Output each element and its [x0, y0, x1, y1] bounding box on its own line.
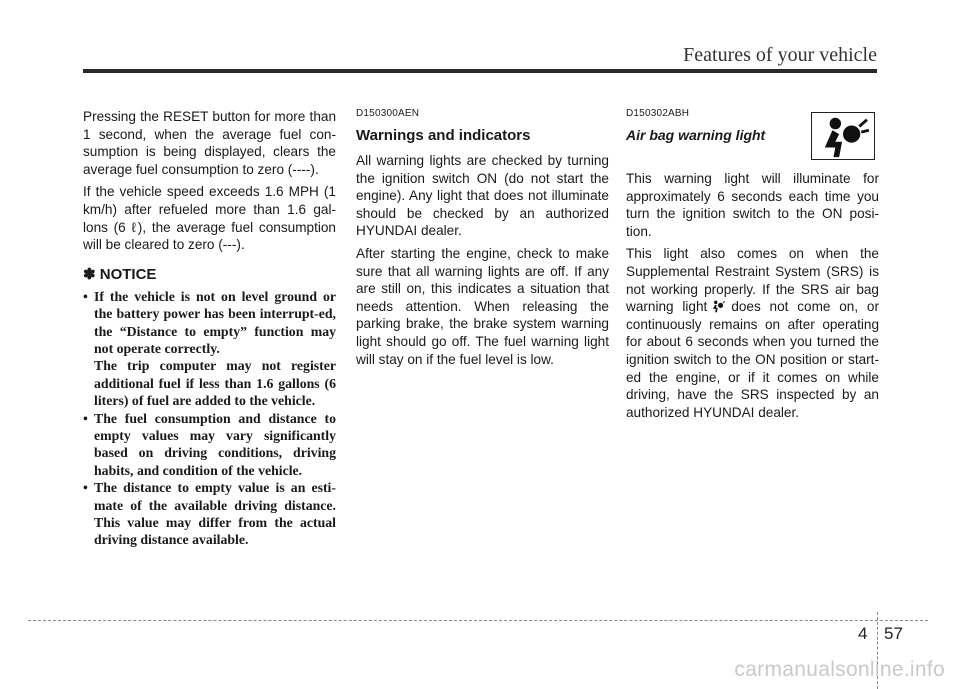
notice-heading: ✽ NOTICE: [83, 265, 157, 283]
notice-text: The trip computer may not register additional fuel if less than 1.6 gallons (6 liters) of fuel are added to the vehicle.: [94, 358, 336, 409]
text-after-icon: does not come on, or continuously remains on after operating for about 6 seconds when you turned the ignition switch to the ON position or start-ed the engine, or if it comes on while driving, have the SRS inspected by an authorized HYUNDAI dealer.: [626, 299, 879, 420]
section-code: D150300AEN: [356, 108, 420, 119]
section-heading: Warnings and indicators: [356, 127, 531, 144]
text-before-icon: This light also comes on when the Supplemental Restraint System (SRS) is not working properly. If the SRS air bag warning light: [626, 246, 879, 315]
column-1: [83, 108, 336, 549]
list-item: • The fuel consumption and distance to empty values may vary significantly based on driving conditions, driving habits, and condition of the vehicle.: [83, 410, 336, 478]
paragraph: Pressing the RESET button for more than 1 second, when the average fuel con-sumption is being displayed, clears the average fuel consumption to zero (----).: [83, 109, 336, 177]
section-code: D150302ABH: [626, 108, 690, 119]
footer-rule: [28, 620, 928, 621]
notice-text: The distance to empty value is an esti-mate of the available driving distance. This value may differ from the actual driving distance available.: [94, 480, 336, 548]
page-number: 57: [884, 624, 903, 643]
paragraph: [626, 245, 879, 421]
list-item: • If the vehicle is not on level ground or the battery power has been interrupt-ed, the “Distance to empty” function may not operate correctly. The trip computer may not register additional fuel if less than 1.6 gallons (6 liters) of fuel are added to the vehicle.: [83, 288, 336, 409]
paragraph: All warning lights are checked by turning the ignition switch ON (do not start the engine). Any light that does not illuminate should be checked by an authorized HYUNDAI dealer.: [356, 153, 609, 239]
paragraph: If the vehicle speed exceeds 1.6 MPH (1 km/h) after refueled more than 1.6 gal-lons (6 ℓ), the average fuel consumption will be cleared to zero (---).: [83, 184, 336, 253]
list-item: • The distance to empty value is an esti-mate of the available driving distance. This value may differ from the actual driving distance available.: [83, 480, 336, 548]
airbag-warning-icon: [709, 299, 727, 313]
header-title: Features of your vehicle: [683, 44, 877, 66]
section-heading: Air bag warning light: [626, 127, 766, 143]
chapter-number: 4: [858, 624, 868, 643]
paragraph: This warning light will illuminate for approximately 6 seconds each time you turn the ignition switch to the ON posi-tion.: [626, 171, 879, 239]
airbag-warning-icon: [811, 112, 875, 160]
watermark: carmanualsonline.info: [734, 658, 945, 681]
notice-list: [83, 288, 336, 549]
notice-text: The fuel consumption and distance to empty values may vary significantly based on driving conditions, driving habits, and condition of the vehicle.: [94, 410, 336, 478]
notice-text: If the vehicle is not on level ground or the battery power has been interrupt-ed, the “Distance to empty” function may not operate correctly.: [94, 288, 336, 356]
column-2: [356, 108, 609, 373]
paragraph: After starting the engine, check to make sure that all warning lights are off. If any are still on, this indicates a situation that needs attention. When releasing the parking brake, the brake system warning light should go off. The fuel warning light will stay on if the fuel level is low.: [356, 245, 609, 367]
header-rule: [83, 69, 877, 73]
